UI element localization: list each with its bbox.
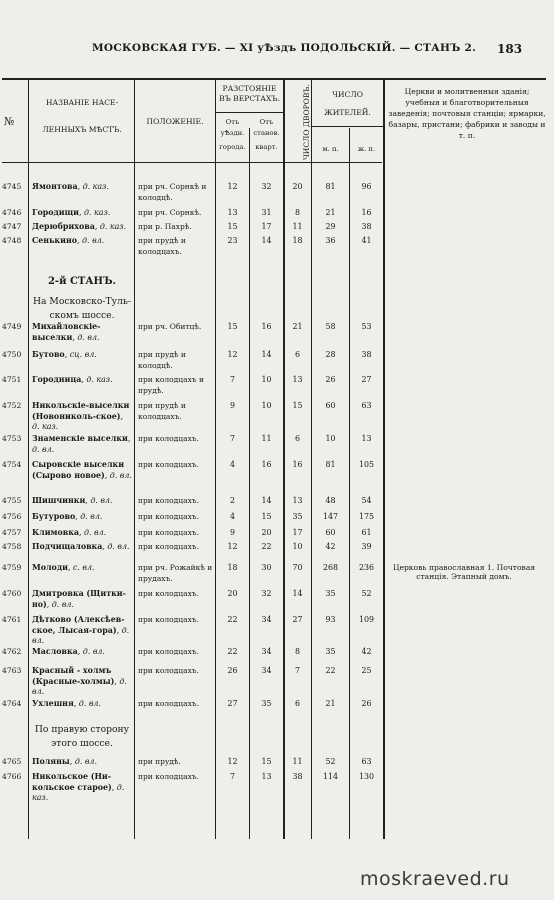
header-title: МОСКОВСКАЯ ГУБ. — XI уѢздъ ПОДОЛЬСКІЙ. — СТАНЪ 2. <box>92 42 477 54</box>
settlement-type: , д. вл. <box>77 236 105 245</box>
col-divider <box>215 79 216 839</box>
yards-cell: 6 <box>294 699 301 708</box>
male-cell: 81 <box>325 182 336 191</box>
d-stan-cell: 30 <box>261 563 272 572</box>
settlement-name-cell <box>32 460 132 481</box>
male-cell: 10 <box>325 434 336 443</box>
col-yards-header: ЧИСЛО ДВОРОВЪ. <box>302 84 311 160</box>
position-cell: при колодцахъ. <box>138 542 199 551</box>
female-cell: 42 <box>361 647 372 656</box>
female-cell: 13 <box>361 434 372 443</box>
male-cell: 60 <box>325 401 336 410</box>
yards-cell: 13 <box>292 496 303 505</box>
position-cell: при колодцахъ. <box>138 615 199 624</box>
d-city-cell: 13 <box>227 208 238 217</box>
position-cell: при колодцахъ. <box>138 434 199 443</box>
position-cell: при колодцахъ. <box>138 589 199 598</box>
row-number: 4762 <box>2 647 22 656</box>
female-cell: 109 <box>358 615 375 624</box>
position-cell: при р. Пахрѣ. <box>138 222 192 231</box>
settlement-name-cell <box>32 757 132 768</box>
d-stan-cell: 32 <box>261 589 272 598</box>
settlement-name: Ямонтова <box>32 182 78 191</box>
settlement-name: Никольское (Ни-кольское старое) <box>32 772 112 792</box>
settlement-name: Знаменскіе выселки <box>32 434 128 443</box>
row-number: 4756 <box>2 512 22 521</box>
male-cell: 93 <box>325 615 336 624</box>
settlement-name: Бутурово <box>32 512 76 521</box>
settlement-type: , д. каз. <box>94 222 127 231</box>
col-dist-stan-3: кварт. <box>255 143 278 151</box>
col-name-header-1: НАЗВАНІЕ НАСЕ- <box>45 98 119 107</box>
settlement-name-cell <box>32 589 132 610</box>
female-cell: 54 <box>361 496 372 505</box>
settlement-name-cell <box>32 772 132 804</box>
table-top-rule <box>2 78 546 80</box>
d-stan-cell: 22 <box>261 542 272 551</box>
row-number: 4748 <box>2 236 22 245</box>
d-city-cell: 7 <box>229 434 236 443</box>
d-city-cell: 4 <box>229 512 236 521</box>
d-stan-cell: 32 <box>261 182 272 191</box>
d-city-cell: 15 <box>227 322 238 331</box>
yards-cell: 11 <box>292 222 303 231</box>
row-number: 4757 <box>2 528 22 537</box>
settlement-name-cell <box>32 236 132 247</box>
row-number: 4746 <box>2 208 22 217</box>
row-number: 4751 <box>2 375 22 384</box>
position-cell: при колодцахъ. <box>138 699 199 708</box>
settlement-name: Дѣтково (Алексѣев-ское, Лысая-гора) <box>32 615 125 635</box>
settlement-name: Масловка <box>32 647 78 656</box>
section-stan-title: 2-й СТАНЪ. <box>47 276 117 287</box>
yards-cell: 13 <box>292 375 303 384</box>
settlement-name-cell <box>32 182 132 193</box>
settlement-name: Молоди <box>32 563 68 572</box>
position-cell: при колодцахъ. <box>138 512 199 521</box>
d-city-cell: 7 <box>229 772 236 781</box>
d-city-cell: 4 <box>229 460 236 469</box>
site-watermark: moskraeved.ru <box>360 868 510 890</box>
d-city-cell: 27 <box>227 699 238 708</box>
col-divider <box>134 79 135 839</box>
yards-cell: 8 <box>294 647 301 656</box>
d-stan-cell: 16 <box>261 460 272 469</box>
row-number: 4764 <box>2 699 22 708</box>
position-cell: при рч. Обитцѣ. <box>138 322 202 331</box>
male-cell: 48 <box>325 496 336 505</box>
settlement-name-cell <box>32 496 132 507</box>
male-cell: 52 <box>325 757 336 766</box>
d-stan-cell: 31 <box>261 208 272 217</box>
female-cell: 41 <box>361 236 372 245</box>
d-stan-cell: 10 <box>261 401 272 410</box>
col-dist-stan-1: Отъ <box>259 118 274 126</box>
settlement-type: , д. вл. <box>32 434 131 454</box>
settlement-type: , д. вл. <box>32 625 130 645</box>
row-number: 4766 <box>2 772 22 781</box>
d-city-cell: 23 <box>227 236 238 245</box>
settlement-name: Михайловскіе-выселки <box>32 322 101 342</box>
col-divider <box>249 128 250 839</box>
male-cell: 81 <box>325 460 336 469</box>
settlement-name-cell <box>32 699 132 710</box>
settlement-name-cell <box>32 528 132 539</box>
d-stan-cell: 13 <box>261 772 272 781</box>
d-stan-cell: 15 <box>261 757 272 766</box>
settlement-name: Дмитровка (Щитки-но) <box>32 589 126 609</box>
settlement-name-cell <box>32 322 132 343</box>
d-city-cell: 26 <box>227 666 238 675</box>
male-cell: 36 <box>325 236 336 245</box>
col-name-header-2: ЛЕННЫХЪ МѢСТЪ. <box>42 125 122 134</box>
settlement-name-cell <box>32 434 132 455</box>
settlement-name-cell <box>32 666 132 698</box>
male-cell: 22 <box>325 666 336 675</box>
col-pop-title: ЧИСЛО <box>332 90 363 99</box>
subheader-rule <box>216 112 283 113</box>
position-cell: при колодцахъ. <box>138 496 199 505</box>
male-cell: 268 <box>322 563 339 572</box>
female-cell: 236 <box>358 563 375 572</box>
institutions-cell: Церковь православная 1. Почтовая станція. Этапный домъ. <box>392 563 536 581</box>
settlement-name-cell <box>32 615 132 647</box>
female-cell: 52 <box>361 589 372 598</box>
settlement-name: Городница <box>32 375 82 384</box>
settlement-type: , д. каз. <box>32 411 124 431</box>
col-divider <box>283 79 285 839</box>
male-cell: 35 <box>325 589 336 598</box>
position-cell: при колодцахъ. <box>138 772 199 781</box>
settlement-name: Климовка <box>32 528 80 537</box>
yards-cell: 14 <box>292 589 303 598</box>
d-stan-cell: 10 <box>261 375 272 384</box>
d-stan-cell: 34 <box>261 647 272 656</box>
yards-cell: 11 <box>292 757 303 766</box>
yards-cell: 15 <box>292 401 303 410</box>
male-cell: 35 <box>325 647 336 656</box>
female-cell: 39 <box>361 542 372 551</box>
yards-cell: 38 <box>292 772 303 781</box>
d-stan-cell: 14 <box>261 350 272 359</box>
d-stan-cell: 14 <box>261 496 272 505</box>
settlement-type: , д. вл. <box>104 470 132 480</box>
settlement-name-cell <box>32 563 132 574</box>
female-cell: 38 <box>361 222 372 231</box>
settlement-name: Сенькино <box>32 236 78 245</box>
position-cell: при колодцахъ. <box>138 528 199 537</box>
d-city-cell: 7 <box>229 375 236 384</box>
col-male-header: м. п. <box>322 145 339 153</box>
settlement-name-cell <box>32 350 132 361</box>
section-right-side-1: По правую сторону <box>34 724 130 735</box>
row-number: 4750 <box>2 350 22 359</box>
d-stan-cell: 20 <box>261 528 272 537</box>
row-number: 4761 <box>2 615 22 624</box>
female-cell: 53 <box>361 322 372 331</box>
d-city-cell: 22 <box>227 647 238 656</box>
col-female-header: ж. п. <box>357 145 376 153</box>
settlement-name: Красный - холмъ (Красные-холмы) <box>32 666 115 686</box>
header-bottom-rule <box>2 162 382 163</box>
col-num-header: № <box>4 115 15 128</box>
male-cell: 42 <box>325 542 336 551</box>
col-divider <box>311 79 312 839</box>
d-city-cell: 12 <box>227 350 238 359</box>
row-number: 4754 <box>2 460 22 469</box>
female-cell: 16 <box>361 208 372 217</box>
male-cell: 21 <box>325 208 336 217</box>
yards-cell: 17 <box>292 528 303 537</box>
section-road-1: На Московско-Туль- <box>33 296 131 307</box>
settlement-name: Поляны <box>32 757 70 766</box>
row-number: 4759 <box>2 563 22 572</box>
settlement-name: Сыровскіе выселки (Сырово новое) <box>32 460 125 480</box>
d-stan-cell: 14 <box>261 236 272 245</box>
row-number: 4755 <box>2 496 22 505</box>
col-pop-title-2: ЖИТЕЛЕЙ. <box>324 108 371 117</box>
male-cell: 21 <box>325 699 336 708</box>
settlement-name: Подчищаловка <box>32 542 103 551</box>
settlement-type: , с. вл. <box>67 563 95 572</box>
row-number: 4752 <box>2 401 22 410</box>
d-city-cell: 12 <box>227 182 238 191</box>
position-cell: при колодцахъ. <box>138 647 199 656</box>
position-cell: при колодцахъ. <box>138 666 199 675</box>
male-cell: 26 <box>325 375 336 384</box>
settlement-type: , д. вл. <box>73 699 101 708</box>
settlement-type: , д. вл. <box>79 528 107 537</box>
female-cell: 61 <box>361 528 372 537</box>
position-cell: при прудѣ. <box>138 757 181 766</box>
yards-cell: 6 <box>294 434 301 443</box>
yards-cell: 16 <box>292 460 303 469</box>
position-cell: при колодцахъ. <box>138 460 199 469</box>
position-cell: при рч. Сорнкѣ. <box>138 208 202 217</box>
row-number: 4758 <box>2 542 22 551</box>
d-stan-cell: 16 <box>261 322 272 331</box>
settlement-type: , д. вл. <box>69 757 97 766</box>
settlement-type: , д. вл. <box>46 599 74 609</box>
section-road-2: скомъ шоссе. <box>49 310 115 321</box>
settlement-name: Шишчинки <box>32 496 86 505</box>
row-number: 4763 <box>2 666 22 675</box>
row-number: 4747 <box>2 222 22 231</box>
settlement-name-cell <box>32 647 132 658</box>
yards-cell: 21 <box>292 322 303 331</box>
d-city-cell: 9 <box>229 528 236 537</box>
settlement-name: Бутово <box>32 350 65 359</box>
col-divider <box>28 79 29 839</box>
settlement-name: Городищи <box>32 208 79 217</box>
d-stan-cell: 15 <box>261 512 272 521</box>
settlement-name-cell <box>32 375 132 386</box>
yards-cell: 20 <box>292 182 303 191</box>
position-cell: при прудѣ и колодцѣ. <box>138 350 186 370</box>
d-stan-cell: 34 <box>261 615 272 624</box>
yards-cell: 10 <box>292 542 303 551</box>
settlement-type: , д. каз. <box>77 182 109 191</box>
col-dist-stan-2: станов. <box>253 129 280 137</box>
settlement-name-cell <box>32 208 132 219</box>
male-cell: 60 <box>325 528 336 537</box>
col-distance-title-2: ВЪ ВЕРСТАХЪ. <box>219 94 280 103</box>
col-divider <box>383 79 385 839</box>
row-number: 4749 <box>2 322 22 331</box>
settlement-name: Ухлешня <box>32 699 74 708</box>
d-city-cell: 12 <box>227 542 238 551</box>
position-cell: при рч. Рожайкѣ и прудахъ. <box>138 563 213 583</box>
settlement-type: , д. вл. <box>32 676 127 696</box>
settlement-type: , д. вл. <box>72 332 100 342</box>
settlement-name-cell <box>32 401 132 433</box>
female-cell: 105 <box>358 460 375 469</box>
settlement-name: Никольскіе-выселки (Новониколь-ское) <box>32 401 130 421</box>
col-dist-city-3: города. <box>219 143 246 151</box>
settlement-type: , д. вл. <box>75 512 103 521</box>
settlement-type: , д. вл. <box>85 496 113 505</box>
settlement-type: , д. каз. <box>79 208 111 217</box>
yards-cell: 27 <box>292 615 303 624</box>
position-cell: при колодцахъ и прудѣ. <box>138 375 204 395</box>
male-cell: 28 <box>325 350 336 359</box>
d-city-cell: 20 <box>227 589 238 598</box>
d-city-cell: 18 <box>227 563 238 572</box>
d-city-cell: 12 <box>227 757 238 766</box>
row-number: 4753 <box>2 434 22 443</box>
female-cell: 96 <box>361 182 372 191</box>
position-cell: при прудѣ и колодцахъ. <box>138 236 186 256</box>
col-divider <box>349 128 350 839</box>
female-cell: 63 <box>361 401 372 410</box>
d-city-cell: 22 <box>227 615 238 624</box>
subheader-rule <box>312 126 383 127</box>
col-dist-city-1: Отъ <box>225 118 240 126</box>
col-distance-title: РАЗСТОЯНІЕ <box>222 84 277 93</box>
position-cell: при рч. Сорнкѣ и колодцѣ. <box>138 182 207 202</box>
female-cell: 130 <box>358 772 375 781</box>
d-stan-cell: 11 <box>261 434 272 443</box>
female-cell: 25 <box>361 666 372 675</box>
yards-cell: 8 <box>294 208 301 217</box>
settlement-name: Дерюбрихова <box>32 222 95 231</box>
settlement-type: , д. каз. <box>32 782 125 802</box>
yards-cell: 6 <box>294 350 301 359</box>
d-stan-cell: 17 <box>261 222 272 231</box>
settlement-type: , д. вл. <box>77 647 105 656</box>
settlement-type: , д. вл. <box>102 542 130 551</box>
settlement-name-cell <box>32 512 132 523</box>
settlement-type: , д. каз. <box>81 375 113 384</box>
position-cell: при прудѣ и колодцахъ. <box>138 401 186 421</box>
d-stan-cell: 35 <box>261 699 272 708</box>
male-cell: 58 <box>325 322 336 331</box>
page-number: 183 <box>497 42 523 56</box>
female-cell: 26 <box>361 699 372 708</box>
row-number: 4765 <box>2 757 22 766</box>
col-dist-city-2: уѢздн. <box>220 129 245 137</box>
female-cell: 27 <box>361 375 372 384</box>
male-cell: 114 <box>322 772 339 781</box>
yards-cell: 70 <box>292 563 303 572</box>
female-cell: 38 <box>361 350 372 359</box>
d-city-cell: 2 <box>229 496 236 505</box>
row-number: 4760 <box>2 589 22 598</box>
yards-cell: 35 <box>292 512 303 521</box>
yards-cell: 7 <box>294 666 301 675</box>
d-city-cell: 9 <box>229 401 236 410</box>
yards-cell: 18 <box>292 236 303 245</box>
col-position-header: ПОЛОЖЕНІЕ. <box>146 117 204 126</box>
settlement-name-cell <box>32 222 132 233</box>
female-cell: 175 <box>358 512 375 521</box>
settlement-type: , сц. вл. <box>64 350 97 359</box>
running-header <box>0 42 554 58</box>
col-institutions-header: Церкви и молитвенныя зданія; учебныя и благотворительныя заведенія; почтовыя станціи; ярмарки, базары, пристани; фабрики и заводы и т. п. <box>388 87 546 140</box>
male-cell: 29 <box>325 222 336 231</box>
d-stan-cell: 34 <box>261 666 272 675</box>
female-cell: 63 <box>361 757 372 766</box>
d-city-cell: 15 <box>227 222 238 231</box>
settlement-name-cell <box>32 542 132 553</box>
male-cell: 147 <box>322 512 339 521</box>
row-number: 4745 <box>2 182 22 191</box>
section-right-side-2: этого шоссе. <box>51 738 113 749</box>
